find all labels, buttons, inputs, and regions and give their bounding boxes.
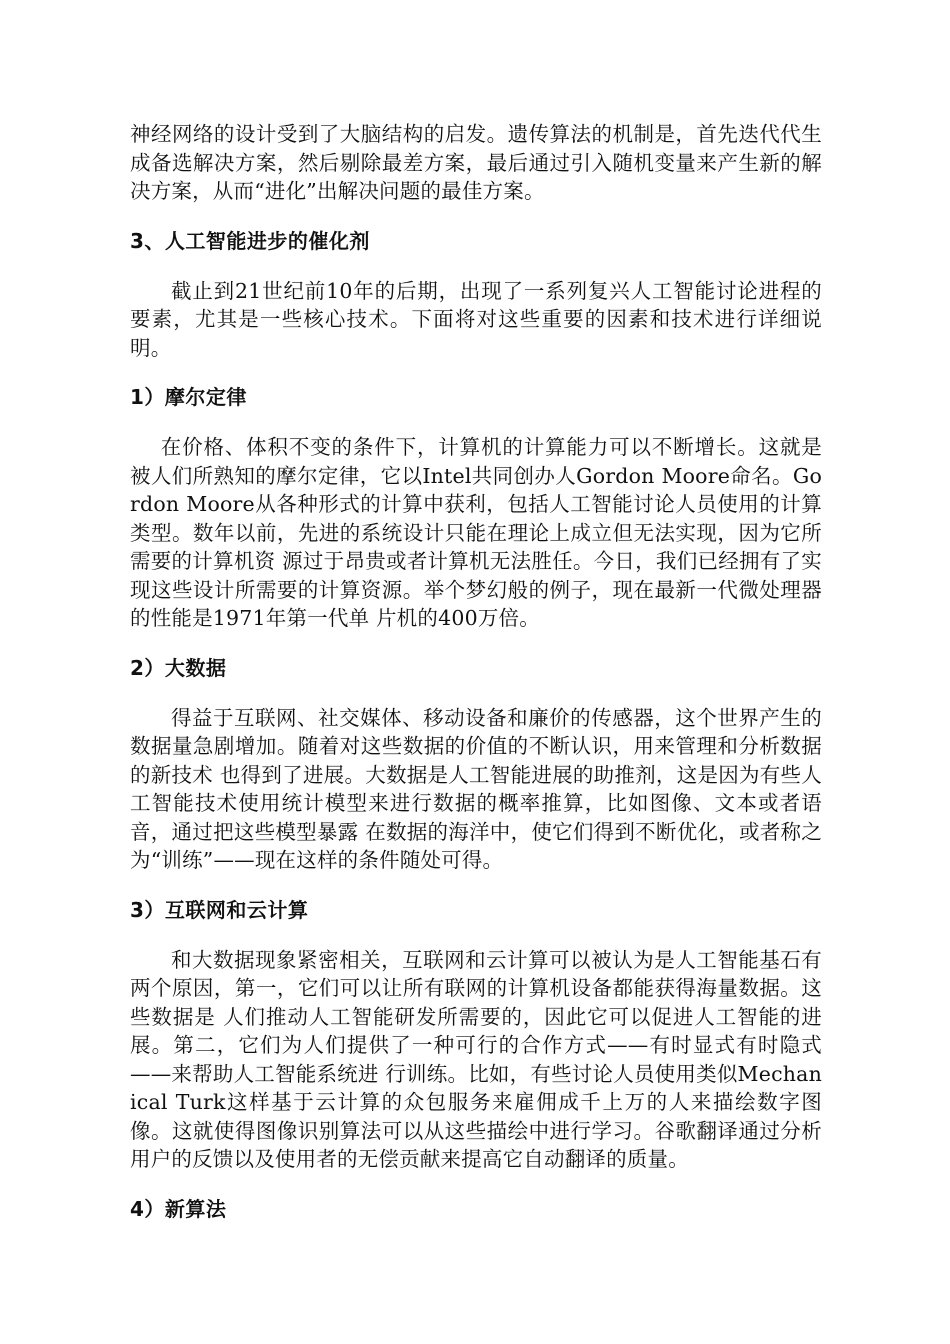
section-3-heading: 3、人工智能进步的催化剂: [130, 228, 370, 253]
new-algorithms-heading: 4）新算法: [130, 1196, 227, 1221]
spacer: [130, 1174, 822, 1195]
spacer: [130, 206, 822, 227]
spacer: [130, 633, 822, 654]
spacer: [130, 924, 822, 946]
document-page: [130, 120, 822, 1223]
spacer: [130, 411, 822, 433]
big-data-heading: 2）大数据: [130, 655, 227, 680]
spacer: [130, 875, 822, 896]
spacer: [130, 362, 822, 383]
big-data-paragraph: 得益于互联网、社交媒体、移动设备和廉价的传感器，这个世界产生的数据量急剧增加。随着对这些数据的价值的不断认识，用来管理和分析数据的新技术 也得到了进展。大数据是人工智能进展的助推剂，这是因为有些人工智能技术使用统计模型来进行数据的概率推算，比如图像、文本或者语音，通过把这些模型暴露 在数据的海洋中，使它们得到不断优化，或者称之为“训练”——现在这样的条件随处可得。: [130, 705, 822, 872]
moore-law-heading: 1）摩尔定律: [130, 385, 247, 409]
moore-law-paragraph: 在价格、体积不变的条件下，计算机的计算能力可以不断增长。这就是被人们所熟知的摩尔定律，它以Intel共同创办人Gordon Moore命名。Gordon Moore从各种形式的计算中获利，包括人工智能讨论人员使用的计算类型。数年以前，先进的系统设计只能在理论上成立但无法实现，因为它所需要的计算机资 源过于昂贵或者计算机无法胜任。今日，我们已经拥有了实现这些设计所需要的计算资源。举个梦幻般的例子，现在最新一代微处理器的性能是1971年第一代单 片机的400万倍。: [130, 435, 822, 630]
section-3-paragraph: 截止到21世纪前10年的后期，出现了一系列复兴人工智能讨论进程的要素，尤其是一些核心技术。下面将对这些重要的因素和技术进行详细说明。: [130, 278, 822, 360]
intro-paragraph: 神经网络的设计受到了大脑结构的启发。遗传算法的机制是，首先迭代代生成备选解决方案，然后剔除最差方案，最后通过引入随机变量来产生新的解决方案，从而“进化”出解决问题的最佳方案。: [130, 122, 822, 203]
spacer: [130, 682, 822, 704]
cloud-heading: 3）互联网和云计算: [130, 897, 309, 922]
cloud-paragraph: 和大数据现象紧密相关，互联网和云计算可以被认为是人工智能基石有两个原因，第一，它们可以让所有联网的计算机设备都能获得海量数据。这些数据是 人们推动人工智能研发所需要的，因此它可以促进人工智能的进展。第二，它们为人们提供了一种可行的合作方式——有时显式有时隐式——来帮助人工智能系统进 行训练。比如，有些讨论人员使用类似Mechanical Turk这样基于云计算的众包服务来雇佣成千上万的人来描绘数字图像。这就使得图像识别算法可以从这些描绘中进行学习。谷歌翻译通过分析用户的反馈以及使用者的无偿贡献来提高它自动翻译的质量。: [130, 947, 822, 1171]
spacer: [130, 255, 822, 277]
